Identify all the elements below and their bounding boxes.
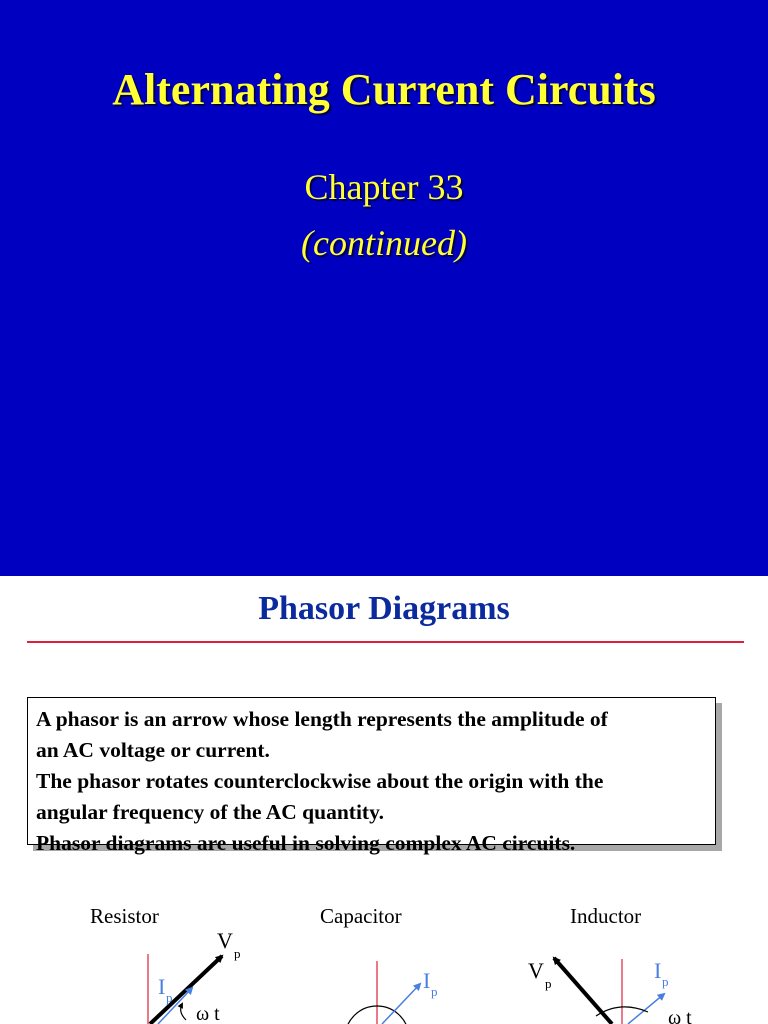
definition-line: A phasor is an arrow whose length represents the amplitude of bbox=[36, 707, 608, 731]
rotation-arrow bbox=[181, 1004, 186, 1020]
voltage-label: V bbox=[528, 958, 544, 983]
current-label: I bbox=[654, 958, 662, 983]
voltage-subscript: p bbox=[234, 946, 241, 961]
angle-label: ω t bbox=[196, 1003, 220, 1024]
current-subscript: p bbox=[166, 990, 173, 1005]
voltage-subscript: p bbox=[545, 976, 552, 991]
voltage-phasor bbox=[554, 958, 612, 1024]
definition-line: The phasor rotates counterclockwise about the origin with the bbox=[36, 769, 604, 793]
chapter-label: Chapter 33 bbox=[304, 167, 464, 207]
resistor-diagram bbox=[148, 928, 241, 1024]
current-label: I bbox=[158, 974, 166, 999]
capacitor-diagram bbox=[345, 961, 438, 1024]
current-phasor bbox=[382, 984, 420, 1024]
definition-line: Phasor diagrams are useful in solving complex AC circuits. bbox=[36, 831, 576, 855]
inductor-label: Inductor bbox=[570, 904, 642, 928]
resistor-label: Resistor bbox=[90, 904, 159, 928]
slide-title: Alternating Current Circuits bbox=[112, 65, 656, 114]
capacitor-label: Capacitor bbox=[320, 904, 402, 928]
voltage-label: V bbox=[217, 928, 233, 953]
definition-line: angular frequency of the AC quantity. bbox=[36, 800, 385, 824]
continued-label: (continued) bbox=[301, 223, 467, 263]
current-label: I bbox=[423, 968, 431, 993]
current-subscript: p bbox=[431, 984, 438, 999]
current-subscript: p bbox=[662, 974, 669, 989]
angle-label: ω t bbox=[668, 1007, 692, 1024]
inductor-diagram bbox=[528, 958, 692, 1024]
phasor-slide bbox=[0, 576, 768, 1024]
current-phasor bbox=[628, 994, 664, 1024]
definition-line: an AC voltage or current. bbox=[36, 738, 270, 762]
slide-title: Phasor Diagrams bbox=[258, 590, 510, 627]
phasor-diagrams bbox=[0, 576, 768, 1024]
